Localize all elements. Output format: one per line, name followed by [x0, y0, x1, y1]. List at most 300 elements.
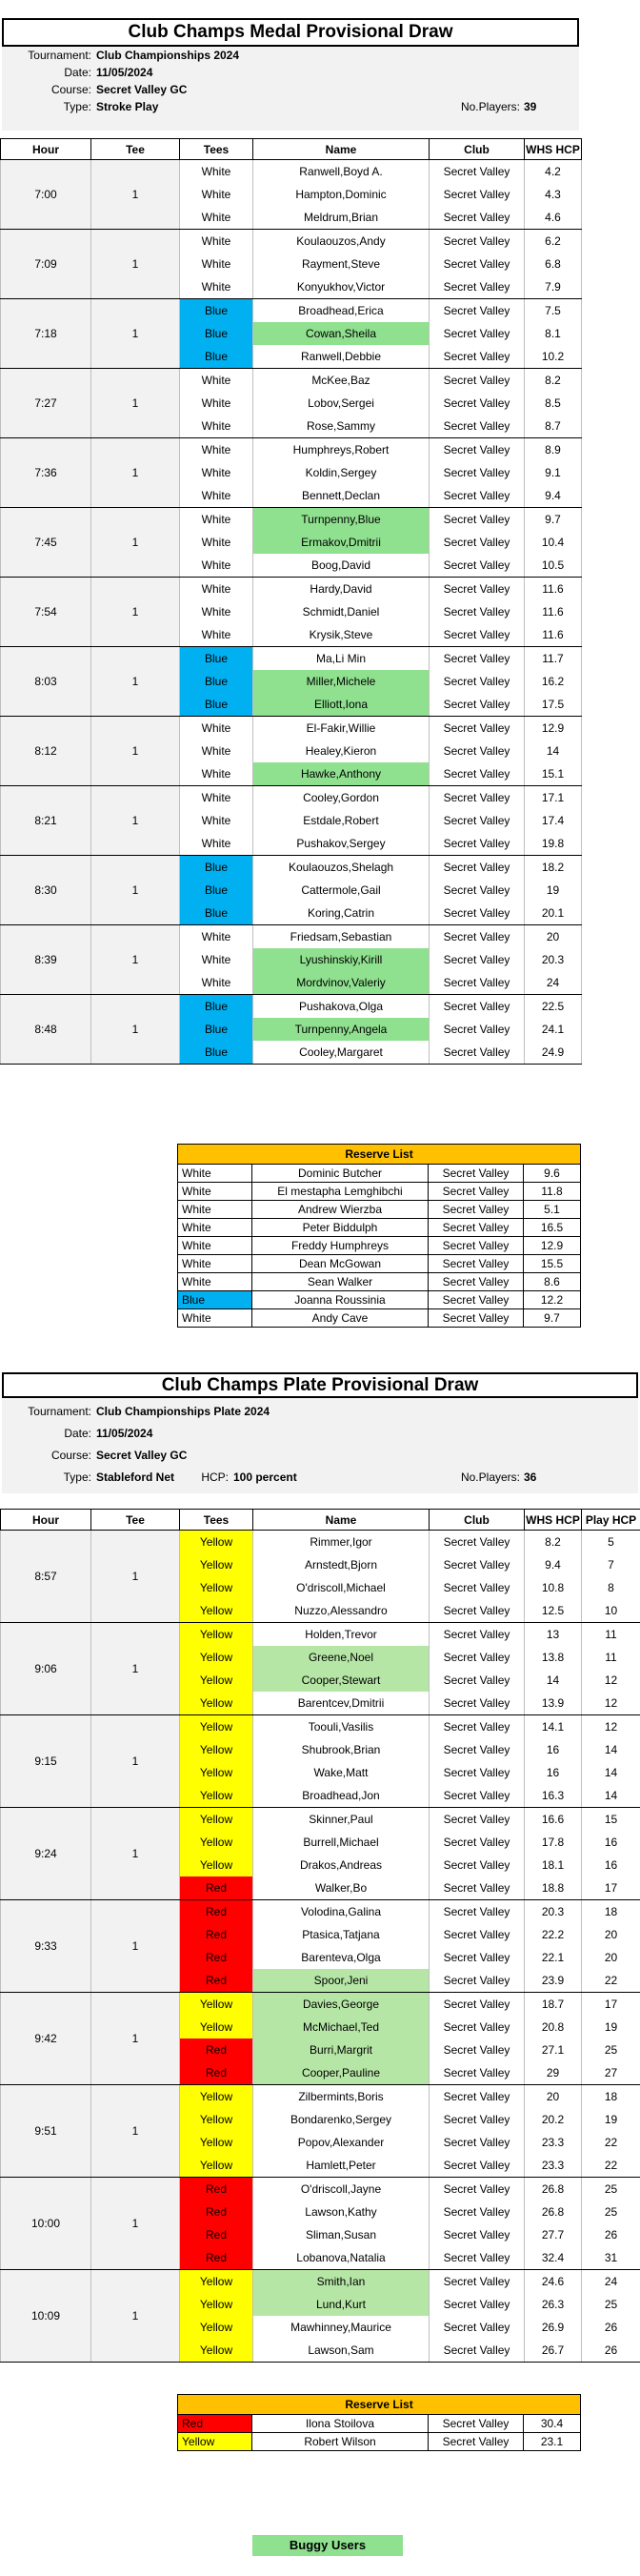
reserve-name: Dean McGowan	[252, 1255, 429, 1273]
tees-cell: Yellow	[180, 1599, 253, 1623]
club-cell: Secret Valley	[430, 1738, 525, 1761]
column-header: Tees	[180, 139, 253, 160]
reserve-club: Secret Valley	[429, 1255, 524, 1273]
tee-number: 1	[91, 2178, 180, 2270]
tees-cell: White	[180, 717, 253, 740]
reserve-row	[178, 1201, 581, 1219]
tees-cell: White	[180, 206, 253, 230]
tee-time: 7:27	[1, 369, 91, 438]
player-name: Healey,Kieron	[253, 740, 430, 762]
reserve-club: Secret Valley	[429, 1309, 524, 1328]
date-value: 11/05/2024	[96, 66, 153, 79]
tee-number: 1	[91, 1993, 180, 2085]
plate-type-label: Type:	[63, 1471, 91, 1484]
reserve-hcp: 5.1	[524, 1201, 581, 1219]
tees-cell: White	[180, 623, 253, 647]
table-row	[1, 438, 582, 462]
whs-hcp-cell: 20.3	[525, 1900, 582, 1924]
tee-number: 1	[91, 1531, 180, 1623]
reserve-tees: White	[178, 1165, 252, 1183]
club-cell: Secret Valley	[430, 438, 525, 462]
plate-hcp-label: HCP:	[201, 1471, 229, 1484]
club-cell: Secret Valley	[430, 415, 525, 438]
player-name: Ma,Li Min	[253, 647, 430, 671]
table-row	[1, 230, 582, 254]
player-name: El-Fakir,Willie	[253, 717, 430, 740]
tee-number: 1	[91, 856, 180, 925]
reserve-row	[178, 1309, 581, 1328]
whs-hcp-cell: 14.1	[525, 1715, 582, 1739]
whs-hcp-cell: 10.4	[525, 531, 582, 554]
player-name: Hawke,Anthony	[253, 762, 430, 786]
tees-cell: Yellow	[180, 1669, 253, 1692]
reserve-club: Secret Valley	[429, 1219, 524, 1237]
club-cell: Secret Valley	[430, 1715, 525, 1739]
whs-hcp-cell: 22.2	[525, 1923, 582, 1946]
reserve-hcp: 9.6	[524, 1165, 581, 1183]
reserve-row	[178, 2433, 581, 2451]
type-label: Type:	[63, 100, 91, 113]
club-cell: Secret Valley	[430, 2085, 525, 2109]
whs-hcp-cell: 8.2	[525, 1531, 582, 1554]
player-name: Miller,Michele	[253, 670, 430, 693]
table-row	[1, 508, 582, 532]
whs-hcp-cell: 20.8	[525, 2016, 582, 2038]
table-row	[1, 1900, 640, 1924]
plate-course-label: Course:	[50, 1449, 91, 1462]
whs-hcp-cell: 12.9	[525, 717, 582, 740]
reserve-row	[178, 1273, 581, 1291]
tees-cell: Red	[180, 2246, 253, 2270]
reserve-name: Andy Cave	[252, 1309, 429, 1328]
play-hcp-cell: 12	[582, 1669, 640, 1692]
whs-hcp-cell: 24.1	[525, 1018, 582, 1041]
tee-time: 9:51	[1, 2085, 91, 2178]
tees-cell: Yellow	[180, 1784, 253, 1808]
player-name: Konyukhov,Victor	[253, 275, 430, 299]
whs-hcp-cell: 19	[525, 879, 582, 902]
club-cell: Secret Valley	[430, 925, 525, 949]
whs-hcp-cell: 18.2	[525, 856, 582, 880]
tees-cell: Blue	[180, 879, 253, 902]
player-name: Estdale,Robert	[253, 809, 430, 832]
whs-hcp-cell: 14	[525, 1669, 582, 1692]
reserve-hcp: 23.1	[524, 2433, 581, 2451]
whs-hcp-cell: 13	[525, 1623, 582, 1647]
club-cell: Secret Valley	[430, 160, 525, 184]
player-name: Friedsam,Sebastian	[253, 925, 430, 949]
play-hcp-cell: 25	[582, 2038, 640, 2061]
tees-cell: Yellow	[180, 1623, 253, 1647]
play-hcp-cell: 16	[582, 1831, 640, 1854]
medal-draw-table	[0, 138, 582, 1065]
whs-hcp-cell: 11.6	[525, 600, 582, 623]
club-cell: Secret Valley	[430, 623, 525, 647]
plate-title: Club Champs Plate Provisional Draw	[2, 1372, 638, 1398]
club-cell: Secret Valley	[430, 1646, 525, 1669]
club-cell: Secret Valley	[430, 2223, 525, 2246]
player-name: O'driscoll,Jayne	[253, 2178, 430, 2201]
club-cell: Secret Valley	[430, 971, 525, 995]
tees-cell: Yellow	[180, 1576, 253, 1599]
player-name: Rimmer,Igor	[253, 1531, 430, 1554]
player-name: Cooper,Stewart	[253, 1669, 430, 1692]
column-header: Name	[253, 139, 430, 160]
table-row	[1, 786, 582, 810]
player-name: O'driscoll,Michael	[253, 1576, 430, 1599]
whs-hcp-cell: 6.8	[525, 253, 582, 275]
buggy-users-legend: Buggy Users	[252, 2535, 403, 2556]
club-cell: Secret Valley	[430, 948, 525, 971]
whs-hcp-cell: 16.2	[525, 670, 582, 693]
club-cell: Secret Valley	[430, 2154, 525, 2178]
club-cell: Secret Valley	[430, 1531, 525, 1554]
tees-cell: Yellow	[180, 1531, 253, 1554]
play-hcp-cell: 12	[582, 1692, 640, 1715]
player-name: Burrell,Michael	[253, 1831, 430, 1854]
club-cell: Secret Valley	[430, 1993, 525, 2017]
play-hcp-cell: 20	[582, 1946, 640, 1969]
tees-cell: Yellow	[180, 1715, 253, 1739]
club-cell: Secret Valley	[430, 484, 525, 508]
club-cell: Secret Valley	[430, 299, 525, 323]
club-cell: Secret Valley	[430, 2038, 525, 2061]
whs-hcp-cell: 9.7	[525, 508, 582, 532]
club-cell: Secret Valley	[430, 2108, 525, 2131]
tees-cell: White	[180, 531, 253, 554]
tees-cell: Yellow	[180, 2270, 253, 2294]
play-hcp-cell: 17	[582, 1993, 640, 2017]
reserve-tees: White	[178, 1219, 252, 1237]
whs-hcp-cell: 11.6	[525, 578, 582, 601]
reserve-name: El mestapha Lemghibchi	[252, 1183, 429, 1201]
tees-cell: White	[180, 508, 253, 532]
whs-hcp-cell: 16.3	[525, 1784, 582, 1808]
play-hcp-cell: 22	[582, 2154, 640, 2178]
reserve-name: Andrew Wierzba	[252, 1201, 429, 1219]
whs-hcp-cell: 10.8	[525, 1576, 582, 1599]
play-hcp-cell: 14	[582, 1738, 640, 1761]
player-name: Rayment,Steve	[253, 253, 430, 275]
reserve-club: Secret Valley	[429, 1237, 524, 1255]
tee-number: 1	[91, 995, 180, 1065]
play-hcp-cell: 25	[582, 2178, 640, 2201]
tees-cell: Yellow	[180, 1692, 253, 1715]
club-cell: Secret Valley	[430, 902, 525, 925]
column-header: Name	[253, 1510, 430, 1531]
club-cell: Secret Valley	[430, 1946, 525, 1969]
play-hcp-cell: 5	[582, 1531, 640, 1554]
table-row	[1, 717, 582, 740]
reserve-tees: Yellow	[178, 2433, 252, 2451]
tees-cell: Red	[180, 1946, 253, 1969]
player-name: Pushakov,Sergey	[253, 832, 430, 856]
tees-cell: White	[180, 554, 253, 578]
club-cell: Secret Valley	[430, 1761, 525, 1784]
player-name: Bondarenko,Sergey	[253, 2108, 430, 2131]
player-name: Burri,Margrit	[253, 2038, 430, 2061]
whs-hcp-cell: 26.8	[525, 2201, 582, 2223]
whs-hcp-cell: 13.9	[525, 1692, 582, 1715]
tee-number: 1	[91, 1623, 180, 1715]
club-cell: Secret Valley	[430, 1669, 525, 1692]
tee-number: 1	[91, 1900, 180, 1993]
club-cell: Secret Valley	[430, 230, 525, 254]
play-hcp-cell: 20	[582, 1923, 640, 1946]
tee-time: 7:36	[1, 438, 91, 508]
player-name: Ranwell,Debbie	[253, 345, 430, 369]
tees-cell: Yellow	[180, 1854, 253, 1876]
column-header: Hour	[1, 1510, 91, 1531]
play-hcp-cell: 17	[582, 1876, 640, 1900]
player-name: Lawson,Kathy	[253, 2201, 430, 2223]
player-name: Rose,Sammy	[253, 415, 430, 438]
whs-hcp-cell: 17.5	[525, 693, 582, 717]
whs-hcp-cell: 4.2	[525, 160, 582, 184]
whs-hcp-cell: 8.5	[525, 392, 582, 415]
player-name: Cooley,Margaret	[253, 1041, 430, 1065]
player-name: Schmidt,Daniel	[253, 600, 430, 623]
plate-date-label: Date:	[64, 1427, 91, 1440]
plate-reserve-table	[177, 2394, 581, 2451]
play-hcp-cell: 27	[582, 2061, 640, 2085]
tees-cell: Yellow	[180, 2293, 253, 2316]
club-cell: Secret Valley	[430, 1576, 525, 1599]
tee-time: 10:00	[1, 2178, 91, 2270]
whs-hcp-cell: 15.1	[525, 762, 582, 786]
tournament-value: Club Championships 2024	[96, 49, 240, 62]
whs-hcp-cell: 8.1	[525, 322, 582, 345]
tee-time: 10:09	[1, 2270, 91, 2363]
tees-cell: Blue	[180, 693, 253, 717]
whs-hcp-cell: 18.8	[525, 1876, 582, 1900]
tees-cell: Red	[180, 2038, 253, 2061]
tee-time: 8:21	[1, 786, 91, 856]
reserve-hcp: 30.4	[524, 2415, 581, 2433]
reserve-row	[178, 1237, 581, 1255]
tee-number: 1	[91, 1808, 180, 1900]
club-cell: Secret Valley	[430, 647, 525, 671]
whs-hcp-cell: 8.2	[525, 369, 582, 393]
club-cell: Secret Valley	[430, 508, 525, 532]
reserve-hcp: 12.9	[524, 1237, 581, 1255]
club-cell: Secret Valley	[430, 1808, 525, 1832]
whs-hcp-cell: 18.7	[525, 1993, 582, 2017]
play-hcp-cell: 14	[582, 1784, 640, 1808]
whs-hcp-cell: 20.3	[525, 948, 582, 971]
column-header: WHS HCP	[525, 139, 582, 160]
player-name: Barenteva,Olga	[253, 1946, 430, 1969]
whs-hcp-cell: 16	[525, 1761, 582, 1784]
club-cell: Secret Valley	[430, 856, 525, 880]
player-name: Volodina,Galina	[253, 1900, 430, 1924]
plate-draw-table	[0, 1509, 640, 2363]
reserve-hcp: 11.8	[524, 1183, 581, 1201]
club-cell: Secret Valley	[430, 1876, 525, 1900]
tees-cell: Red	[180, 2223, 253, 2246]
tee-time: 8:39	[1, 925, 91, 995]
reserve-club: Secret Valley	[429, 1273, 524, 1291]
whs-hcp-cell: 24	[525, 971, 582, 995]
tees-cell: Yellow	[180, 2154, 253, 2178]
club-cell: Secret Valley	[430, 1831, 525, 1854]
table-row	[1, 1808, 640, 1832]
tee-time: 9:06	[1, 1623, 91, 1715]
whs-hcp-cell: 22.5	[525, 995, 582, 1019]
play-hcp-cell: 18	[582, 2085, 640, 2109]
player-name: Hamlett,Peter	[253, 2154, 430, 2178]
tees-cell: White	[180, 392, 253, 415]
player-name: Mordvinov,Valeriy	[253, 971, 430, 995]
table-row	[1, 647, 582, 671]
tees-cell: White	[180, 230, 253, 254]
whs-hcp-cell: 6.2	[525, 230, 582, 254]
tournament-label: Tournament:	[28, 49, 91, 62]
reserve-hcp: 9.7	[524, 1309, 581, 1328]
whs-hcp-cell: 27.7	[525, 2223, 582, 2246]
tees-cell: White	[180, 275, 253, 299]
reserve-row	[178, 1165, 581, 1183]
player-name: Spoor,Jeni	[253, 1969, 430, 1993]
player-name: Koulaouzos,Andy	[253, 230, 430, 254]
club-cell: Secret Valley	[430, 762, 525, 786]
club-cell: Secret Valley	[430, 1041, 525, 1065]
club-cell: Secret Valley	[430, 1623, 525, 1647]
club-cell: Secret Valley	[430, 879, 525, 902]
tees-cell: Blue	[180, 1018, 253, 1041]
tee-number: 1	[91, 438, 180, 508]
player-name: Cooley,Gordon	[253, 786, 430, 810]
club-cell: Secret Valley	[430, 2061, 525, 2085]
player-name: Cattermole,Gail	[253, 879, 430, 902]
tees-cell: White	[180, 415, 253, 438]
reserve-club: Secret Valley	[429, 2433, 524, 2451]
table-row	[1, 925, 582, 949]
tees-cell: White	[180, 971, 253, 995]
table-row	[1, 856, 582, 880]
course-value: Secret Valley GC	[96, 83, 188, 96]
whs-hcp-cell: 14	[525, 740, 582, 762]
club-cell: Secret Valley	[430, 809, 525, 832]
player-name: Ermakov,Dmitrii	[253, 531, 430, 554]
club-cell: Secret Valley	[430, 1692, 525, 1715]
whs-hcp-cell: 7.9	[525, 275, 582, 299]
reserve-hcp: 16.5	[524, 1219, 581, 1237]
reserve-tees: Red	[178, 2415, 252, 2433]
reserve-club: Secret Valley	[429, 1201, 524, 1219]
whs-hcp-cell: 13.8	[525, 1646, 582, 1669]
whs-hcp-cell: 4.6	[525, 206, 582, 230]
whs-hcp-cell: 16	[525, 1738, 582, 1761]
column-header: Hour	[1, 139, 91, 160]
whs-hcp-cell: 18.1	[525, 1854, 582, 1876]
player-name: Pushakova,Olga	[253, 995, 430, 1019]
player-name: Krysik,Steve	[253, 623, 430, 647]
whs-hcp-cell: 11.7	[525, 647, 582, 671]
tee-number: 1	[91, 925, 180, 995]
tees-cell: White	[180, 948, 253, 971]
tee-time: 8:12	[1, 717, 91, 786]
club-cell: Secret Valley	[430, 461, 525, 484]
whs-hcp-cell: 17.8	[525, 1831, 582, 1854]
tees-cell: White	[180, 600, 253, 623]
tees-cell: Yellow	[180, 1831, 253, 1854]
course-label: Course:	[50, 83, 91, 96]
club-cell: Secret Valley	[430, 183, 525, 206]
reserve-name: Sean Walker	[252, 1273, 429, 1291]
table-row	[1, 1993, 640, 2017]
tees-cell: Blue	[180, 856, 253, 880]
club-cell: Secret Valley	[430, 206, 525, 230]
tee-number: 1	[91, 369, 180, 438]
tee-time: 8:03	[1, 647, 91, 717]
club-cell: Secret Valley	[430, 369, 525, 393]
player-name: Toouli,Vasilis	[253, 1715, 430, 1739]
play-hcp-cell: 10	[582, 1599, 640, 1623]
reserve-name: Joanna Roussinia	[252, 1291, 429, 1309]
club-cell: Secret Valley	[430, 670, 525, 693]
reserve-row	[178, 1183, 581, 1201]
tees-cell: Blue	[180, 995, 253, 1019]
reserve-club: Secret Valley	[429, 2415, 524, 2433]
club-cell: Secret Valley	[430, 1900, 525, 1924]
reserve-hcp: 8.6	[524, 1273, 581, 1291]
whs-hcp-cell: 9.1	[525, 461, 582, 484]
tees-cell: White	[180, 740, 253, 762]
whs-hcp-cell: 9.4	[525, 484, 582, 508]
club-cell: Secret Valley	[430, 275, 525, 299]
plate-type-value: Stableford Net	[96, 1471, 175, 1484]
whs-hcp-cell: 9.4	[525, 1553, 582, 1576]
tee-number: 1	[91, 160, 180, 230]
tee-time: 7:18	[1, 299, 91, 369]
club-cell: Secret Valley	[430, 1553, 525, 1576]
medal-reserve-table	[177, 1144, 581, 1328]
play-hcp-cell: 25	[582, 2201, 640, 2223]
play-hcp-cell: 19	[582, 2108, 640, 2131]
tees-cell: White	[180, 832, 253, 856]
plate-hcp-value: 100 percent	[233, 1471, 297, 1484]
table-row	[1, 2178, 640, 2201]
tees-cell: Yellow	[180, 2108, 253, 2131]
column-header: Tee	[91, 139, 180, 160]
player-name: Sliman,Susan	[253, 2223, 430, 2246]
player-name: Lobanova,Natalia	[253, 2246, 430, 2270]
club-cell: Secret Valley	[430, 554, 525, 578]
club-cell: Secret Valley	[430, 322, 525, 345]
column-header: Club	[430, 139, 525, 160]
tees-cell: Yellow	[180, 2339, 253, 2363]
whs-hcp-cell: 23.9	[525, 1969, 582, 1993]
play-hcp-cell: 15	[582, 1808, 640, 1832]
tee-time: 9:15	[1, 1715, 91, 1808]
medal-info-panel	[2, 47, 579, 131]
tees-cell: White	[180, 809, 253, 832]
tee-time: 7:09	[1, 230, 91, 299]
table-row	[1, 160, 582, 184]
plate-info-panel	[2, 1398, 638, 1493]
player-name: Cooper,Pauline	[253, 2061, 430, 2085]
whs-hcp-cell: 26.9	[525, 2316, 582, 2339]
table-row	[1, 1623, 640, 1647]
tee-number: 1	[91, 2085, 180, 2178]
tees-cell: White	[180, 762, 253, 786]
whs-hcp-cell: 32.4	[525, 2246, 582, 2270]
tee-number: 1	[91, 786, 180, 856]
whs-hcp-cell: 29	[525, 2061, 582, 2085]
date-label: Date:	[64, 66, 91, 79]
play-hcp-cell: 14	[582, 1761, 640, 1784]
